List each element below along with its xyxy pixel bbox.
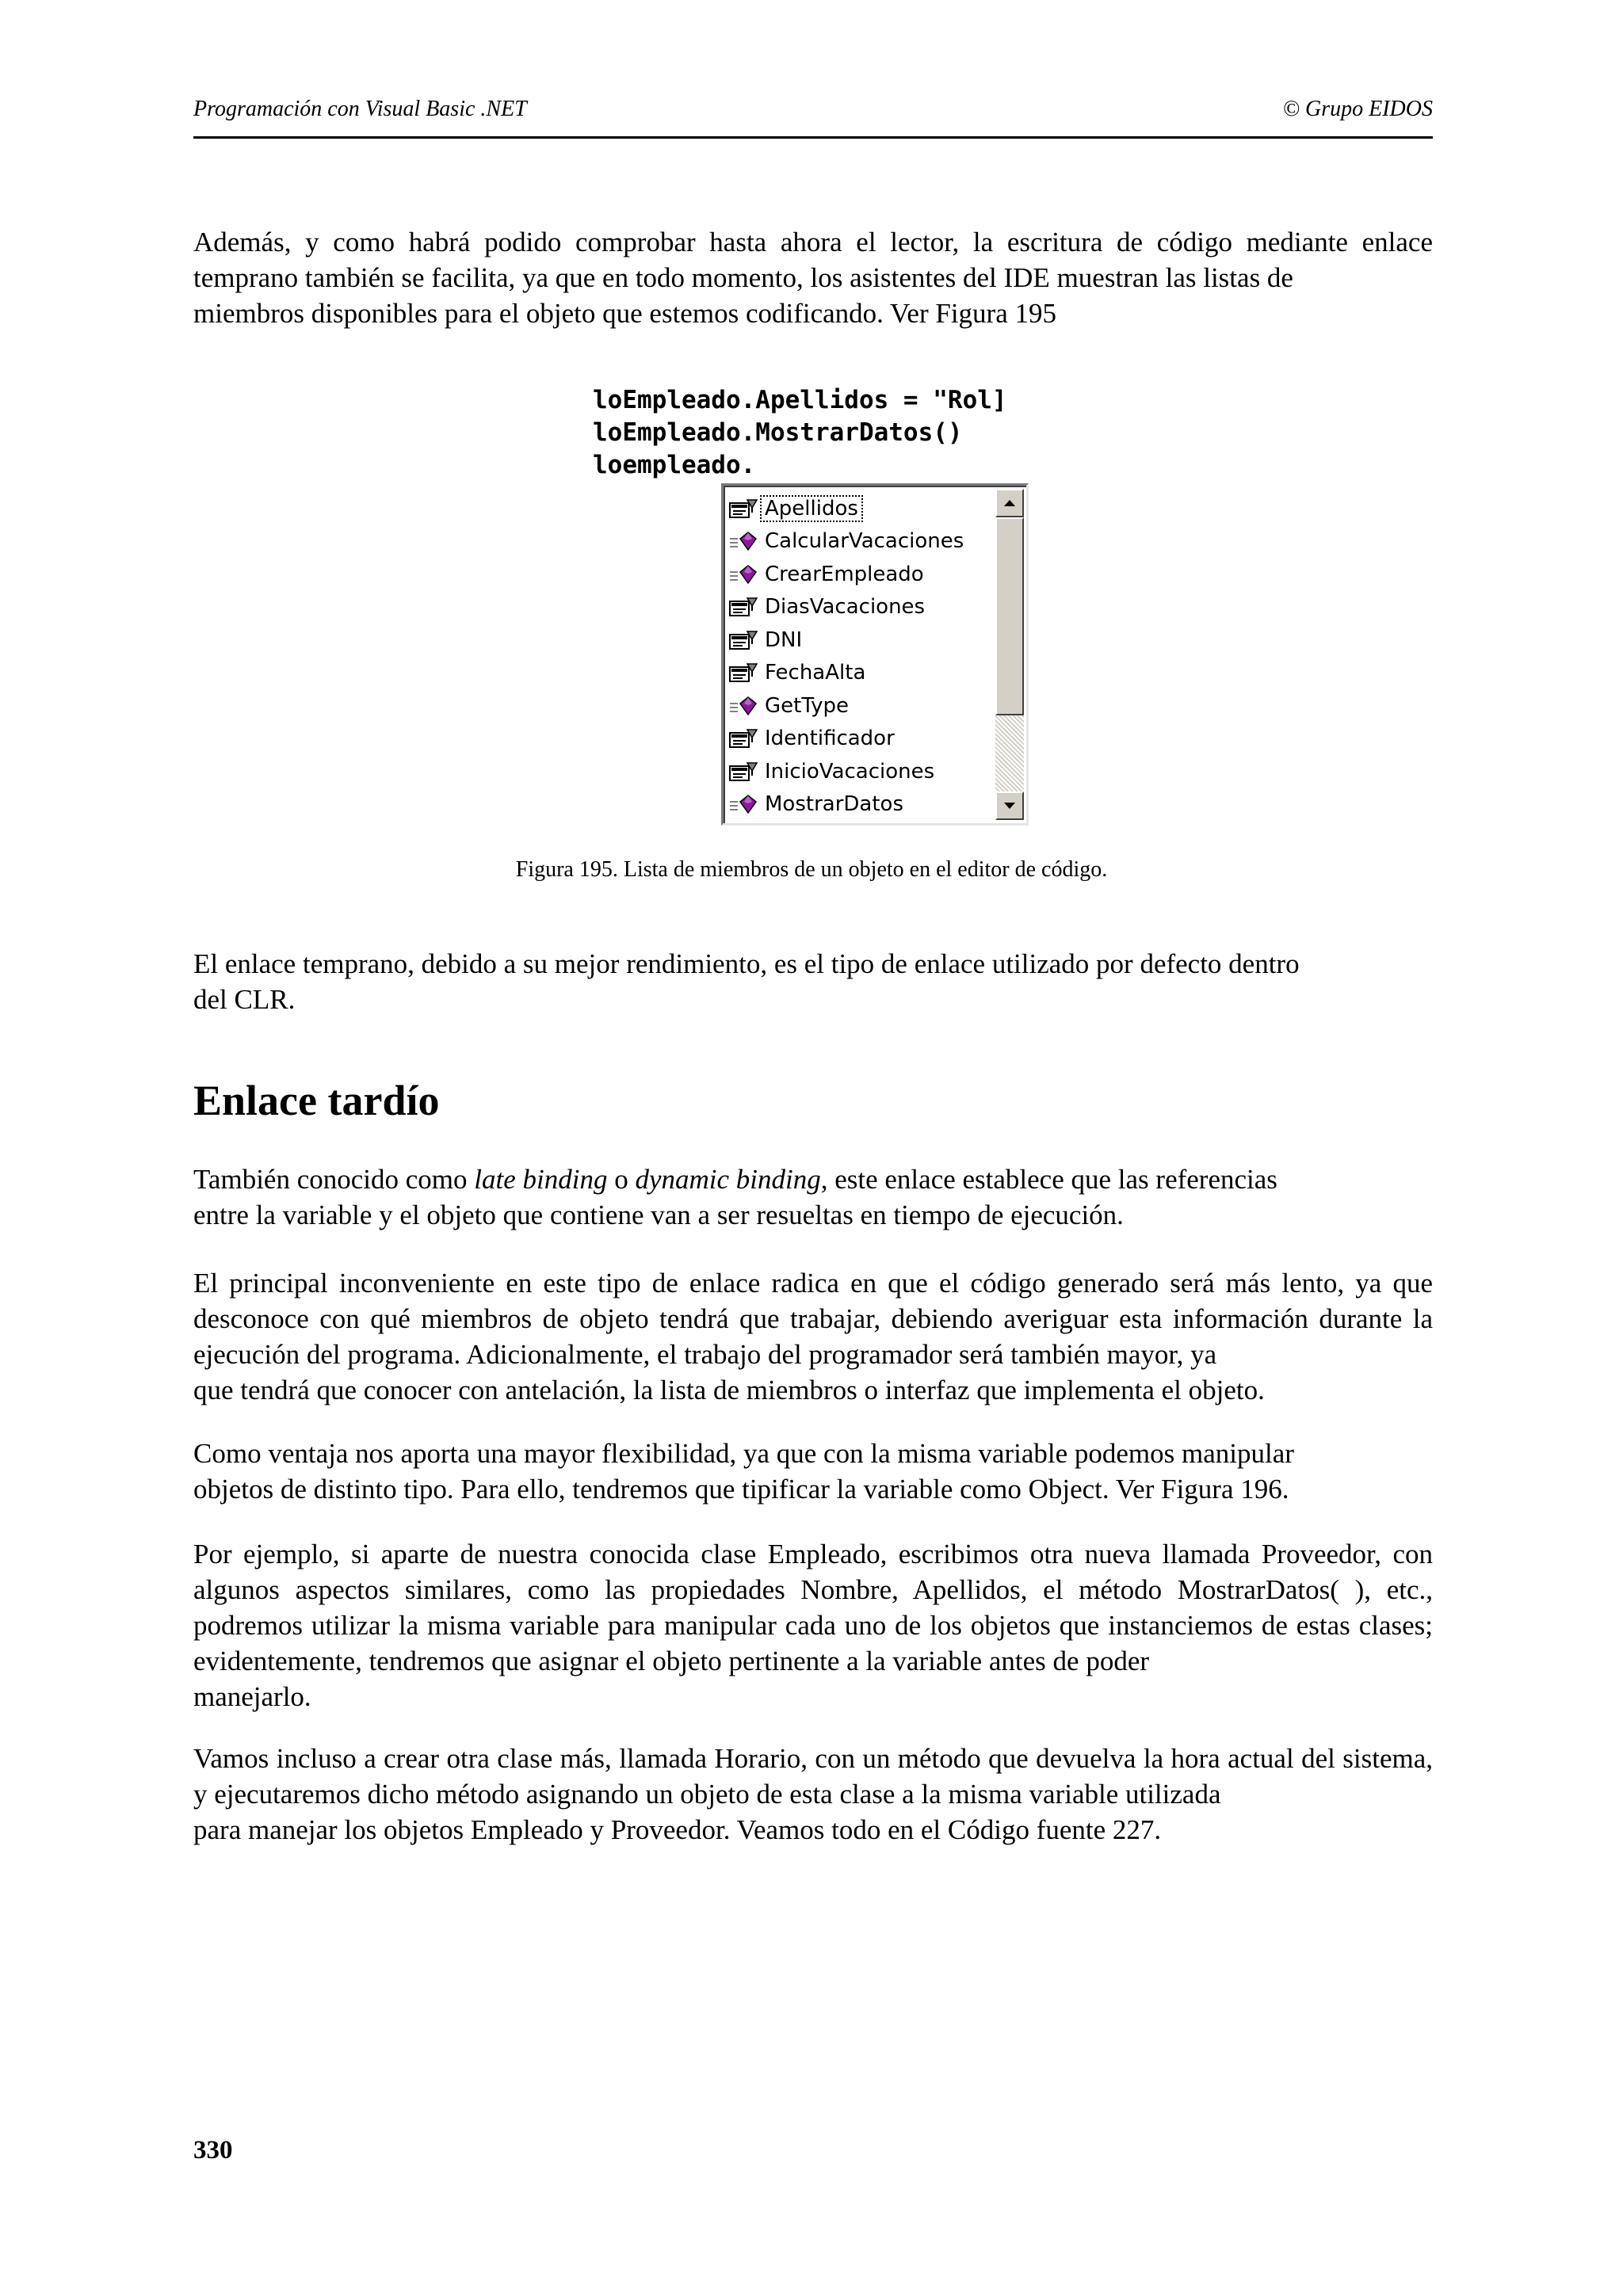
paragraph-last-line: que tendrá que conocer con antelación, la lista de miembros o interfaz que implementa el objeto.	[193, 1375, 1265, 1405]
scroll-up-button[interactable]	[995, 489, 1024, 517]
paragraph-last-line: para manejar los objetos Empleado y Proveedor. Veamos todo en el Código fuente 227.	[193, 1814, 1162, 1845]
paragraph-text: , este enlace establece que las referencias	[820, 1164, 1277, 1195]
member-list-item-label: CrearEmpleado	[765, 562, 924, 586]
member-list-item-label: Apellidos	[762, 497, 861, 521]
paragraph-example	[193, 1536, 1433, 1714]
paragraph-intro	[193, 224, 1433, 331]
member-list-item[interactable]	[728, 755, 996, 788]
member-list-item[interactable]	[728, 624, 996, 657]
member-list-item-label: InicioVacaciones	[765, 759, 935, 784]
emphasis-term: late binding	[474, 1164, 608, 1195]
paragraph-drawbacks	[193, 1265, 1433, 1408]
paragraph-text: Además, y como habrá podido comprobar hasta ahora el lector, la escritura de código mediante enlace temprano también se facilita, ya que en todo momento, los asistentes del IDE muestran las listas de	[193, 227, 1433, 293]
triangle-up-icon	[1003, 499, 1016, 507]
member-list-item[interactable]	[728, 492, 996, 525]
member-list-item-label: FechaAlta	[765, 661, 866, 685]
triangle-down-icon	[1003, 802, 1016, 810]
property-icon	[728, 593, 762, 620]
paragraph-text: Por ejemplo, si aparte de nuestra conocida clase Empleado, escribimos otra nueva llamada Proveedor, con algunos aspectos similares, como las propiedades Nombre, Apellidos, el método MostrarDatos( ), etc., podremos utilizar la misma variable para manipular cada uno de los objetos que instanciemos de estas clases; evidentemente, tendremos que asignar el objeto pertinente a la variable antes de poder	[193, 1539, 1433, 1676]
method-icon	[728, 561, 762, 588]
property-icon	[728, 758, 762, 785]
paragraph-text: El enlace temprano, debido a su mejor rendimiento, es el tipo de enlace utilizado por defecto dentro	[193, 948, 1300, 979]
section-heading: Enlace tardío	[193, 1077, 440, 1124]
paragraph-early-binding	[193, 946, 1433, 1017]
paragraph-last-line: objetos de distinto tipo. Para ello, tendremos que tipificar la variable como Object. Ver Figura 196.	[193, 1474, 1289, 1505]
paragraph-text: Vamos incluso a crear otra clase más, llamada Horario, con un método que devuelva la hora actual del sistema, y ejecutaremos dicho método asignando un objeto de esta clase a la misma variable utilizada	[193, 1743, 1433, 1810]
paragraph-text: o	[607, 1164, 636, 1195]
method-icon	[728, 692, 762, 719]
emphasis-term: dynamic binding	[635, 1164, 821, 1195]
method-icon	[728, 528, 762, 555]
paragraph-last-line: entre la variable y el objeto que contiene van a ser resueltas en tiempo de ejecución.	[193, 1199, 1124, 1230]
paragraph-text: También conocido como	[193, 1164, 475, 1195]
member-list-item-label: GetType	[765, 693, 850, 718]
figure-caption: Figura 195. Lista de miembros de un objeto en el editor de código.	[515, 857, 1108, 882]
paragraph-text: El principal inconveniente en este tipo de enlace radica en que el código generado será más lento, ya que desconoce con qué miembros de objeto tendrá que trabajar, debiendo averiguar esta información durante la ejecución del programa. Adicionalmente, el trabajo del programador será también mayor, ya	[193, 1268, 1433, 1370]
page-number: 330	[193, 2136, 233, 2164]
member-list-item[interactable]	[728, 657, 996, 690]
paragraph-last-line: miembros disponibles para el objeto que estemos codificando. Ver Figura 195	[193, 298, 1056, 329]
member-list-popup[interactable]	[721, 483, 1029, 826]
page-header	[193, 93, 1433, 139]
code-line: loempleado.	[593, 451, 756, 479]
member-list-item[interactable]	[728, 788, 996, 822]
member-list-item-label: Identificador	[765, 727, 895, 751]
property-icon	[728, 725, 762, 752]
paragraph-last-line: manejarlo.	[193, 1681, 311, 1712]
member-list-item-label: DiasVacaciones	[765, 595, 926, 620]
member-list-item-label: CalcularVacaciones	[765, 529, 964, 554]
member-list-item[interactable]	[728, 591, 996, 624]
running-title: Programación con Visual Basic .NET	[193, 97, 527, 121]
member-list-item-label: MostrarDatos	[765, 792, 903, 817]
paragraph-last-line: del CLR.	[193, 984, 296, 1015]
property-icon	[728, 659, 762, 686]
scroll-thumb[interactable]	[995, 517, 1024, 715]
scrollbar[interactable]	[995, 489, 1024, 820]
paragraph-horario	[193, 1741, 1433, 1848]
property-icon	[728, 495, 762, 522]
member-list-item-label: DNI	[765, 627, 803, 652]
paragraph-advantages	[193, 1436, 1433, 1507]
code-line: loEmpleado.MostrarDatos()	[593, 418, 963, 447]
paragraph-text: Como ventaja nos aporta una mayor flexibilidad, ya que con la misma variable podemos manipular	[193, 1438, 1294, 1469]
member-list-item[interactable]	[728, 525, 996, 559]
property-icon	[728, 627, 762, 654]
method-icon	[728, 791, 762, 818]
code-line: loEmpleado.Apellidos = "Rol]	[593, 386, 1007, 414]
member-list	[728, 492, 996, 821]
paragraph-late-binding-definition	[193, 1161, 1433, 1233]
member-list-item[interactable]	[728, 689, 996, 723]
member-list-item[interactable]	[728, 558, 996, 591]
scroll-down-button[interactable]	[995, 791, 1024, 820]
publisher: © Grupo EIDOS	[1282, 97, 1433, 121]
member-list-item[interactable]	[728, 723, 996, 756]
